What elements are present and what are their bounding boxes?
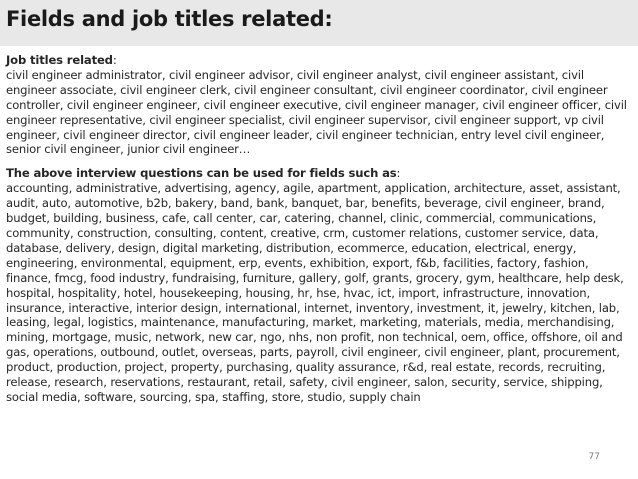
fields-heading-line xyxy=(6,166,634,181)
job-titles-heading-colon: : xyxy=(112,53,117,67)
fields-heading-colon: : xyxy=(396,166,401,181)
job-titles-text: civil engineer administrator, civil engineer advisor, civil engineer analyst, civil engineer assistant, civil engineer associate, civil engineer clerk, civil engineer consultant, civil engineer coordinator, civil engineer controller, civil engineer engineer, civil engineer executive, civil engineer manager, civil engineer officer, civil engineer representative, civil engineer specialist, civil engineer supervisor, civil engineer support, vp civil engineer, civil engineer director, civil engineer leader, civil engineer technician, entry level civil engineer, senior civil engineer, junior civil engineer… xyxy=(6,67,627,157)
slide-content xyxy=(6,53,634,414)
page-number: 77 xyxy=(588,452,600,462)
fields-text: accounting, administrative, advertising, agency, agile, apartment, application, architecture, asset, assistant, audit, auto, automotive, b2b, bakery, band, bank, banquet, bar, benefits, beverage, civil engineer, brand, budget, building, business, cafe, call center, car, catering, channel, clinic, commercial, communications, community, construction, consulting, content, creative, crm, customer relations, customer service, data, database, delivery, design, digital marketing, distribution, ecommerce, education, electrical, energy, engineering, environmental, equipment, erp, events, exhibition, export, f&b, facilities, factory, fashion, finance, fmcg, food industry, fundraising, furniture, gallery, golf, grants, grocery, gym, healthcare, help desk, hospital, hospitality, hotel, housekeeping, housing, hr, hse, hvac, ict, import, infrastructure, innovation, insurance, interactive, interior design, international, internet, inventory, investment, it, jewelry, kitchen, lab, leasing, legal, logistics, maintenance, manufacturing, market, marketing, materials, media, merchandising, mining, mortgage, music, network, new car, ngo, nhs, non profit, non technical, oem, office, offshore, oil and gas, operations, outbound, outlet, overseas, parts, payroll, civil engineer, civil engineer, plant, procurement, product, production, project, property, purchasing, quality assurance, r&d, real estate, records, recruiting, release, research, reservations, restaurant, retail, safety, civil engineer, salon, security, service, shipping, social media, software, sourcing, spa, staffing, store, studio, supply chain xyxy=(6,181,624,404)
job-titles-heading: Job titles related xyxy=(6,53,113,67)
title-bar xyxy=(0,0,638,46)
job-titles-heading-line xyxy=(6,53,634,68)
slide-title: Fields and job titles related: xyxy=(6,7,333,31)
fields-heading: The above interview questions can be used for fields such as xyxy=(6,166,397,181)
